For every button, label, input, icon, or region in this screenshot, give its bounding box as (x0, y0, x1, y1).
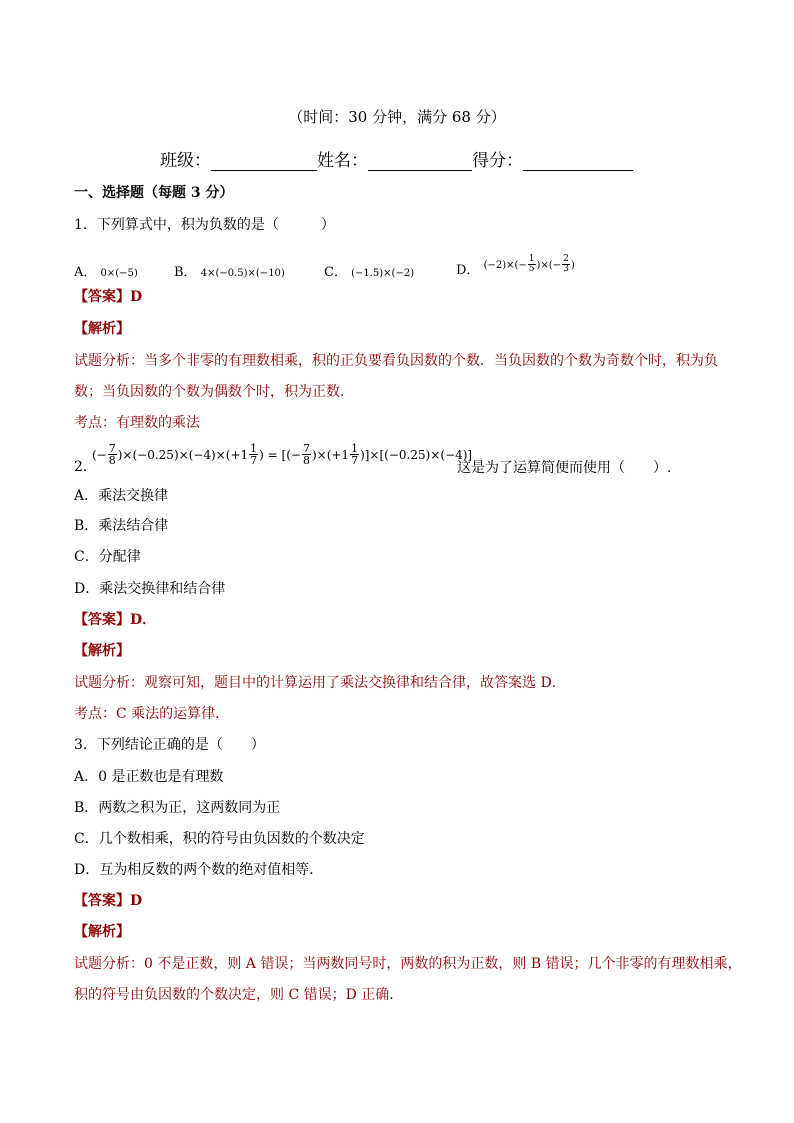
q2-option-b: B．乘法结合律 (74, 518, 169, 534)
q3-answer: 【答案】D (74, 893, 143, 909)
q3-option-b: B．两数之积为正，这两数同为正 (74, 800, 281, 816)
fraction: $\frac{1}{7}$ (250, 442, 258, 467)
q1-answer: 【答案】D (74, 289, 143, 305)
name-blank[interactable] (368, 150, 472, 171)
name-label: 姓名： (317, 151, 368, 171)
q1-analysis-title: 【解析】 (74, 321, 130, 337)
q1-stem: 1．下列算式中，积为负数的是（ ） (74, 217, 335, 233)
q1-option-a-expr: 0×(−5) (100, 268, 138, 279)
q3-analysis-line1: 试题分析：0 不是正数，则 A 错误；当两数同号时，两数的积为正数，则 B 错误；几个非零的有理数相乘， (74, 956, 742, 972)
fraction: $\frac{2}{3}$ (563, 254, 569, 274)
score-label: 得分： (472, 151, 523, 171)
q2-knowledge: 考点：C 乘法的运算律． (74, 706, 230, 722)
q2-option-a: A．乘法交换律 (74, 488, 169, 504)
q2-stem-tail: 这是为了运算简便而使用（ ）. (457, 460, 672, 476)
q2-analysis-title: 【解析】 (74, 643, 130, 659)
fraction: $\frac{1}{7}$ (351, 442, 359, 467)
student-info-row (160, 146, 633, 171)
score-blank[interactable] (523, 150, 633, 171)
fraction: $\frac{1}{5}$ (528, 254, 535, 274)
q2-option-c: C．分配律 (74, 549, 141, 565)
exam-header: （时间：30 分钟，满分 68 分） (288, 108, 506, 126)
class-blank[interactable] (211, 150, 317, 171)
q2-option-d: D．乘法交换律和结合律 (74, 581, 226, 597)
q3-option-a: A．0 是正数也是有理数 (74, 769, 224, 785)
q2-answer: 【答案】D． (74, 612, 157, 628)
q1-analysis-line2: 数；当负因数的个数为偶数个时，积为正数． (74, 384, 354, 400)
q1-option-b: B． 4×(−0.5)×(−10) (174, 265, 285, 280)
class-label: 班级： (160, 151, 211, 171)
q3-option-c: C．几个数相乘，积的符号由负因数的个数决定 (74, 831, 365, 847)
fraction: $\frac{7}{8}$ (108, 442, 116, 467)
q3-analysis-line2: 积的符号由负因数的个数决定，则 C 错误；D 正确． (74, 987, 404, 1003)
section-title: 一、选择题（每题 3 分） (74, 185, 234, 201)
q1-option-d: D． (−2)×(− $\frac{1}{5}$ )×(− $\frac{2}{3}$ ) (456, 254, 575, 278)
q2-expression: (− $\frac{7}{8}$ )×(−0.25)×(−4)×(+1 $\frac{1}{7}$ ) = [(− $\frac{7}{8}$ )×(+1 $\frac{1}{7}$ )]×[(−0.25)×(−4)] (92, 442, 473, 467)
q1-knowledge: 考点：有理数的乘法 (74, 415, 200, 431)
q1-option-b-expr: 4×(−0.5)×(−10) (200, 268, 285, 279)
q1-option-a: A． 0×(−5) (74, 265, 138, 280)
q1-option-c: C． (−1.5)×(−2) (324, 265, 415, 280)
q2-analysis-line1: 试题分析：观察可知，题目中的计算运用了乘法交换律和结合律，故答案选 D． (74, 675, 566, 691)
q2-number: 2． (74, 459, 97, 475)
fraction: $\frac{7}{8}$ (302, 442, 310, 467)
q3-analysis-title: 【解析】 (74, 924, 130, 940)
q1-option-c-expr: (−1.5)×(−2) (351, 268, 415, 279)
q1-analysis-line1: 试题分析：当多个非零的有理数相乘，积的正负要看负因数的个数．当负因数的个数为奇数个时，积为负 (74, 353, 718, 369)
q3-stem: 3．下列结论正确的是（ ） (74, 737, 265, 753)
q3-option-d: D．互为相反数的两个数的绝对值相等． (74, 862, 324, 878)
